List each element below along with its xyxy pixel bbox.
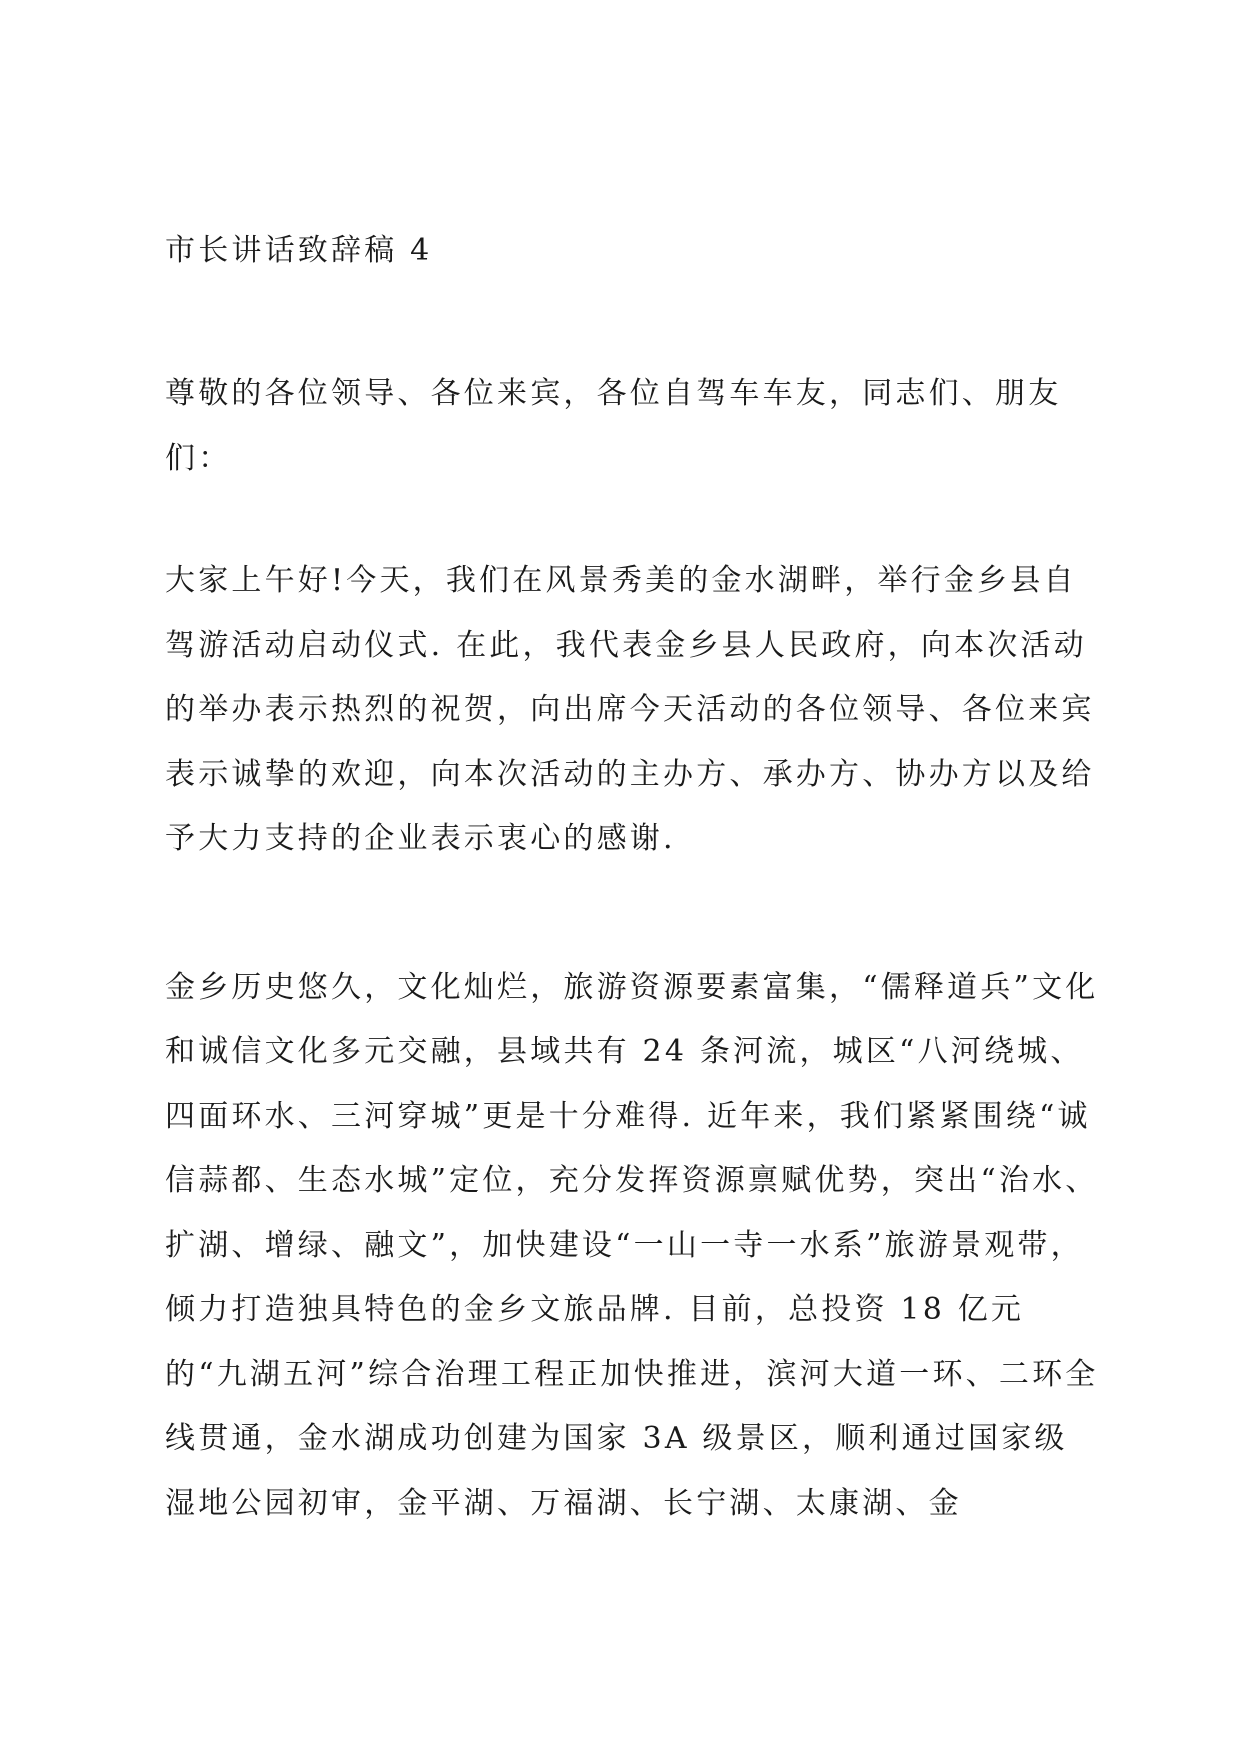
history-paragraph: 金乡历史悠久，文化灿烂，旅游资源要素富集，“儒释道兵”文化和诚信文化多元交融，县域共有 24 条河流，城区“八河绕城、四面环水、三河穿城”更是十分难得. 近年来，我们紧紧围绕“诚信蒜都、生态水城”定位，充分发挥资源禀赋优势，突出“治水、扩湖、增绿、融文”，加快建设“一山一寺一水系”旅游景观带，倾力打造独具特色的金乡文旅品牌. 目前，总投资 18 亿元的“九湖五河”综合治理工程正加快推进，滨河大道一环、二环全线贯通，金水湖成功创建为国家 3A 级景区，顺利通过国家级湿地公园初审，金平湖、万福湖、长宁湖、太康湖、金	[165, 969, 1099, 1521]
greeting-paragraph: 尊敬的各位领导、各位来宾，各位自驾车车友，同志们、朋友们：	[165, 376, 1062, 476]
document-title: 市长讲话致辞稿 4	[165, 233, 433, 268]
opening-paragraph: 大家上午好!今天，我们在风景秀美的金水湖畔，举行金乡县自驾游活动启动仪式. 在此，我代表金乡县人民政府，向本次活动的举办表示热烈的祝贺，向出席今天活动的各位领导、各位来宾表示诚挚的欢迎，向本次活动的主办方、承办方、协办方以及给予大力支持的企业表示衷心的感谢.	[165, 563, 1095, 856]
document-body	[165, 228, 1100, 1536]
